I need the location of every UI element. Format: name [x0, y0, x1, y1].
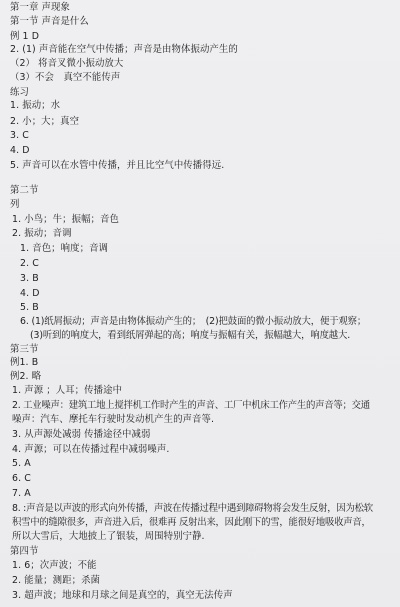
text-line: 5. 声音可以在水管中传播，并且比空气中传播得远.: [10, 160, 225, 171]
text-line: 例 1 D: [10, 31, 40, 42]
text-line: 1. 小鸟；牛；振幅；音色: [12, 214, 119, 225]
text-line: 3. 从声源处减弱 传播途径中减弱: [12, 429, 151, 440]
text-line: 6. (1)纸屑振动；声音是由物体振动产生的； (2)把鼓面的微小振动放大，便于观察；: [20, 316, 367, 327]
text-line: 3. 超声波；地球和月球之间是真空的，真空无法传声: [12, 590, 233, 601]
text-line: （3）不会 真空不能传声: [10, 72, 121, 83]
text-line: 2. 小；大；真空: [10, 116, 80, 127]
text-line: 2. C: [20, 258, 39, 269]
section-3-title: 第三节: [10, 344, 39, 355]
practice-heading: 练习: [10, 87, 29, 98]
text-line: (3)听到的响度大，看到纸屑弹起的高；响度与振幅有关，振幅越大，响度越大.: [30, 330, 351, 341]
text-line: 3. B: [20, 273, 39, 284]
example-heading: 列: [10, 199, 20, 210]
text-line: 4. 声源；可以在传播过程中减弱噪声.: [12, 444, 170, 455]
text-line: 4. D: [10, 145, 30, 156]
text-line: 2. (1) 声音能在空气中传播；声音是由物体振动产生的: [10, 44, 238, 55]
text-line: 2. 振动；音调: [12, 228, 72, 239]
chapter-title: 第一章 声现象: [10, 2, 70, 13]
text-line: 1. 音色；响度；音调: [20, 243, 109, 254]
text-line: 积雪中的缝隙很多，声音进入后，很难再 反射出来，因此刚下的雪，能很好地吸收声音，: [12, 517, 371, 528]
text-line: 1. 声源 ；人耳；传播途中: [12, 385, 123, 396]
text-line: 例1. B: [10, 357, 39, 368]
text-line: 5. A: [12, 458, 31, 469]
text-line: 2. 工业噪声：建筑工地上搅拌机工作时产生的声音、工厂中机床工作产生的声音等；交通: [12, 400, 370, 411]
text-line: 6. C: [12, 473, 31, 484]
text-line: 所以大雪后，大地披上了银装，周围特别宁静.: [12, 531, 205, 542]
text-line: （2） 将音叉微小振动放大: [10, 58, 124, 69]
text-line: 1. 振动；水: [10, 100, 61, 111]
text-line: 噪声：汽车、摩托车行驶时发动机产生的声音等.: [12, 414, 215, 425]
section-2-title: 第二节: [10, 185, 39, 196]
text-line: 8. :声音是以声波的形式向外传播，声波在传播过程中遇到障碍物将会发生反射，因为松软: [12, 503, 373, 514]
section-4-title: 第四节: [10, 546, 39, 557]
text-line: 例2. 略: [10, 371, 42, 382]
text-line: 7. A: [12, 488, 31, 499]
text-line: 2. 能量；测距；杀菌: [12, 575, 101, 586]
text-line: 5. B: [20, 302, 39, 313]
text-line: 4. D: [20, 288, 40, 299]
text-line: 3. C: [10, 130, 29, 141]
text-line: 1. 6；次声波；不能: [12, 560, 97, 571]
section-1-title: 第一节 声音是什么: [10, 16, 89, 27]
